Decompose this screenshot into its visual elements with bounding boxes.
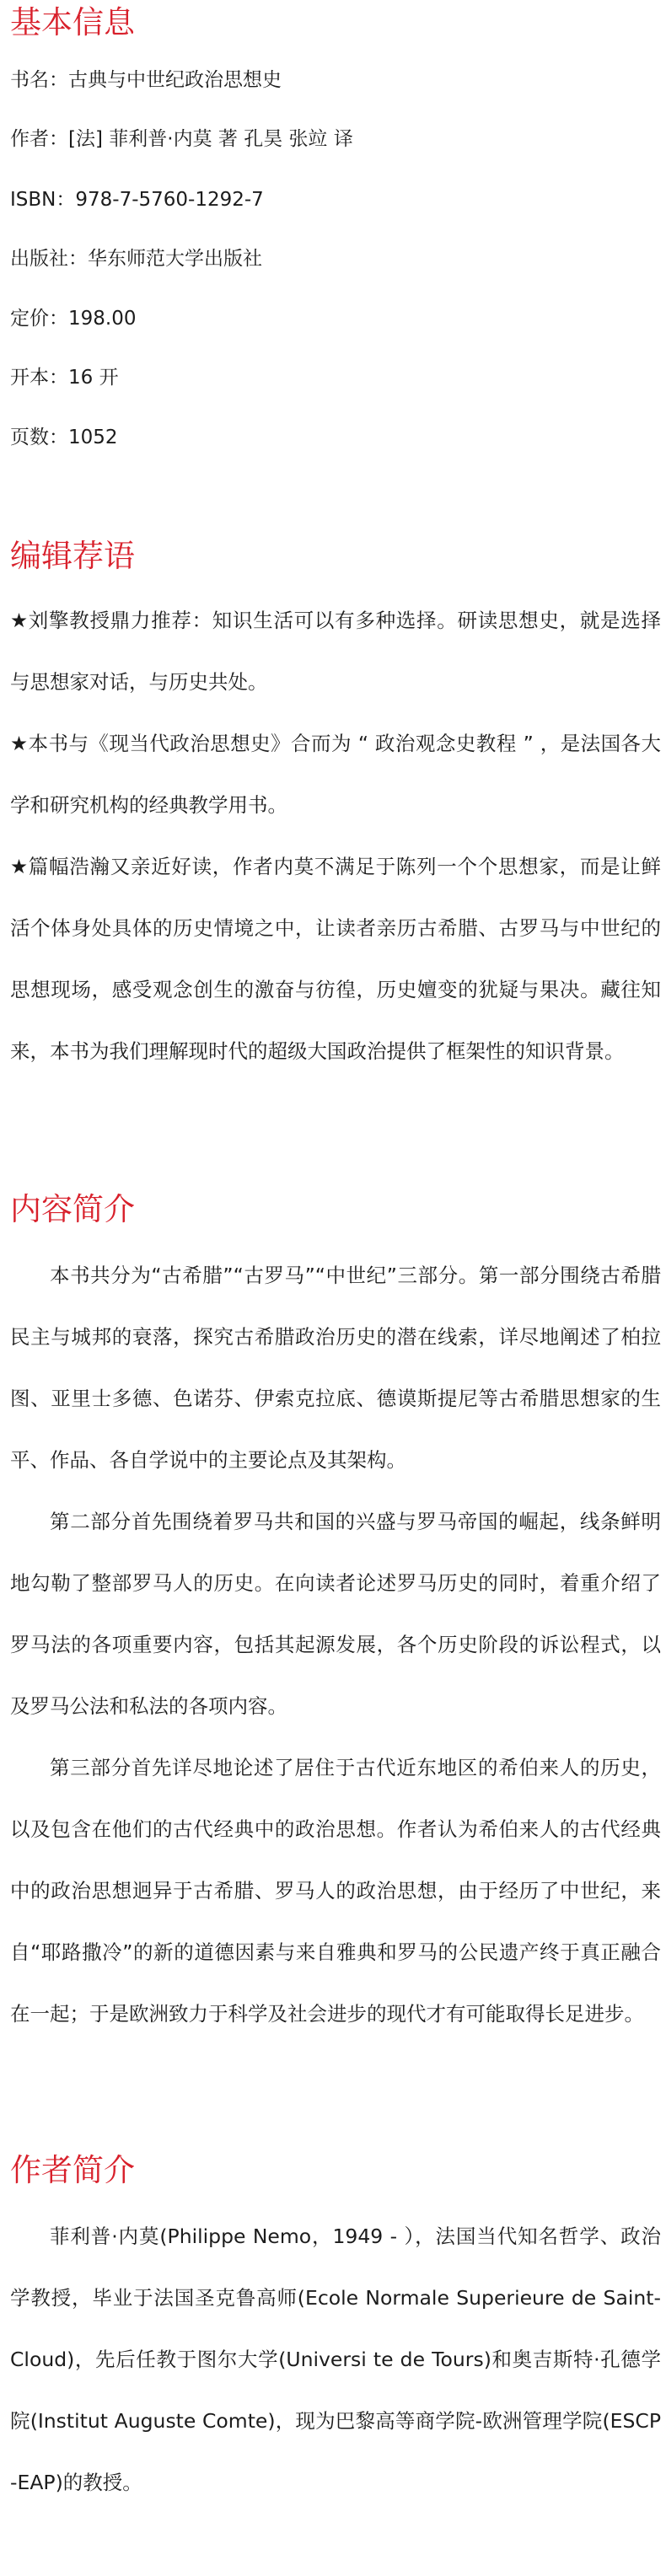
summary-paragraph: 第三部分首先详尽地论述了居住于古代近东地区的希伯来人的历史，以及包含在他们的古代经典中的政治思想。作者认为希伯来人的古代经典中的政治思想迥异于古希腊、罗马人的政治思想，由于经历了中世纪，来自“耶路撒冷”的新的道德因素与来自雅典和罗马的公民遗产终于真正融合在一起；于是欧洲致力于科学及社会进步的现代才有可能取得长足进步。 (10, 1756, 661, 2026)
basic-info-heading: 基本信息 (10, 4, 135, 40)
book-title-field: 书名：古典与中世纪政治思想史 (10, 69, 282, 91)
author-field: 作者：[法] 菲利普·内莫 著 孔昊 张竝 译 (10, 128, 353, 150)
summary-paragraph: 本书共分为“古希腊”“古罗马”“中世纪”三部分。第一部分围绕古希腊民主与城邦的衰落，探究古希腊政治历史的潜在线索，详尽地阐述了柏拉图、亚里士多德、色诺芬、伊索克拉底、德谟斯提尼等古希腊思想家的生平、作品、各自学说中的主要论点及其架构。 (10, 1264, 661, 1472)
editor-recommendation-heading: 编辑荐语 (10, 538, 135, 574)
summary-paragraph: 第二部分首先围绕着罗马共和国的兴盛与罗马帝国的崛起，线条鲜明地勾勒了整部罗马人的历史。在向读者论述罗马历史的同时，着重介绍了罗马法的各项重要内容，包括其起源发展，各个历史阶段的诉讼程式，以及罗马公法和私法的各项内容。 (10, 1510, 661, 1718)
recommendation-item: ★本书与《现当代政治思想史》合而为 “ 政治观念史教程 ” ，是法国各大学和研究机构的经典教学用书。 (10, 732, 661, 817)
page-count-field: 页数：1052 (10, 427, 118, 448)
publisher-field: 出版社：华东师范大学出版社 (10, 248, 262, 270)
author-bio-paragraph: 菲利普·内莫(Philippe Nemo，1949 - ），法国当代知名哲学、政治学教授，毕业于法国圣克鲁高师(Ecole Normale Superieure de Saint-Cloud)，先后任教于图尔大学(Universi te de Tours)和奥吉斯特·孔德学院(Institut Auguste Comte)，现为巴黎高等商学院-欧洲管理学院(ESCP-EAP)的教授。 (10, 2224, 661, 2494)
recommendation-item: ★刘擎教授鼎力推荐：知识生活可以有多种选择。研读思想史，就是选择与思想家对话，与历史共处。 (10, 609, 661, 694)
author-intro-heading: 作者简介 (10, 2152, 135, 2188)
isbn-field: ISBN：978-7-5760-1292-7 (10, 189, 264, 211)
price-field: 定价：198.00 (10, 308, 137, 330)
content-summary-heading: 内容简介 (10, 1191, 135, 1227)
recommendation-item: ★篇幅浩瀚又亲近好读，作者内莫不满足于陈列一个个思想家，而是让鲜活个体身处具体的历史情境之中，让读者亲历古希腊、古罗马与中世纪的思想现场，感受观念创生的激奋与彷徨，历史嬗变的犹疑与果决。藏往知来，本书为我们理解现时代的超级大国政治提供了框架性的知识背景。 (10, 855, 661, 1063)
format-field: 开本：16 开 (10, 367, 119, 389)
